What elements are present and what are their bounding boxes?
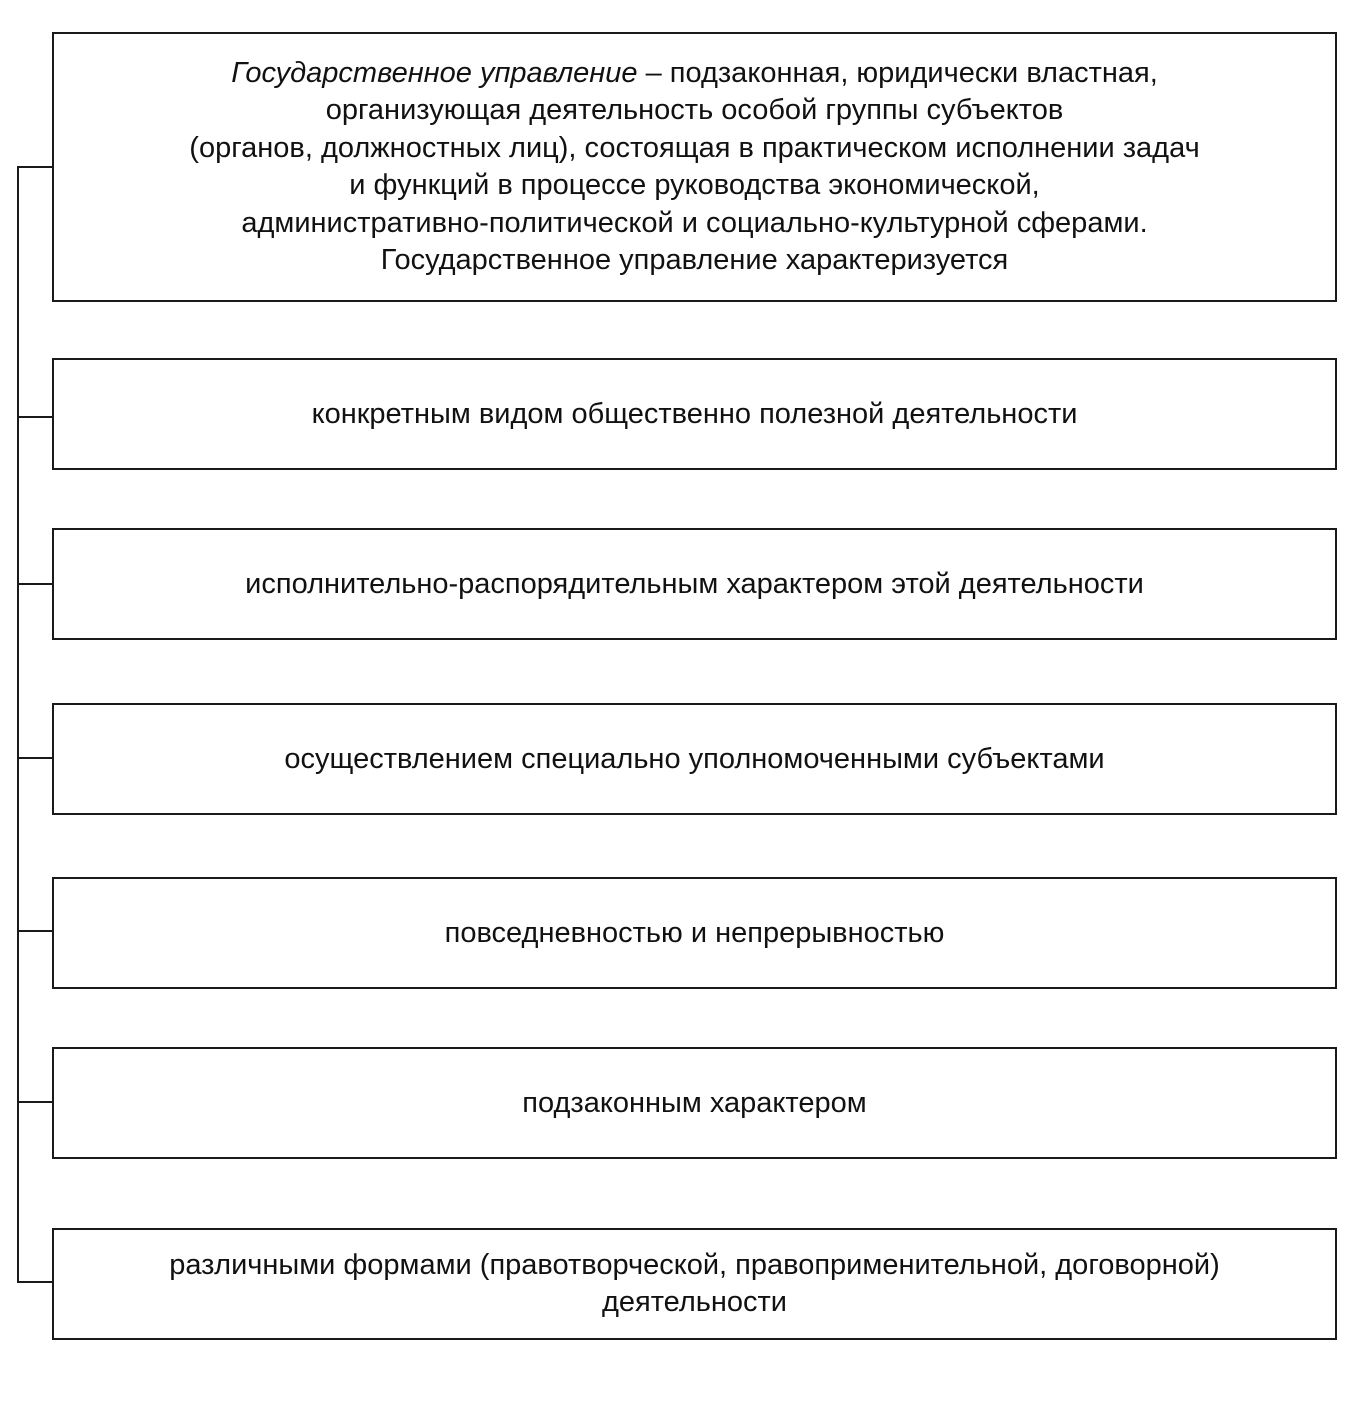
connector-tick-1 <box>17 416 52 418</box>
definition-line-3: (органов, должностных лиц), состоящая в практическом исполнении задач <box>189 131 1200 164</box>
connector-tick-2 <box>17 583 52 585</box>
definition-line-4: и функций в процессе руководства экономической, <box>349 169 1040 201</box>
definition-line-6: Государственное управление характеризуется <box>380 244 1009 276</box>
definition-term: Государственное управление <box>231 56 638 89</box>
connector-tick-main <box>17 166 52 168</box>
definition-line-2: организующая деятельность особой группы субъектов <box>325 94 1064 126</box>
characteristic-text-5: подзаконным характером <box>522 1086 867 1119</box>
characteristic-text-6-line-1: различными формами (правотворческой, правоприменительной, договорной) <box>169 1249 1220 1281</box>
characteristic-text-3: осуществлением специально уполномоченными субъектами <box>284 742 1105 775</box>
characteristic-box-3 <box>52 703 1337 815</box>
characteristic-text-4: повседневностью и непрерывностью <box>444 916 945 949</box>
characteristic-text-6-line-2: деятельности <box>601 1286 787 1318</box>
definition-box <box>52 32 1337 302</box>
characteristic-text-6 <box>169 1247 1219 1321</box>
connector-spine <box>17 167 19 1283</box>
characteristic-box-2 <box>52 528 1337 640</box>
characteristic-box-4 <box>52 877 1337 989</box>
characteristic-box-1 <box>52 358 1337 470</box>
connector-tick-4 <box>17 930 52 932</box>
definition-line-5: административно-политической и социально-культурной сферами. <box>241 206 1148 239</box>
characteristic-box-6 <box>52 1228 1337 1340</box>
characteristic-box-5 <box>52 1047 1337 1159</box>
definition-line-1 <box>189 55 1199 93</box>
definition-text <box>189 55 1199 280</box>
characteristic-text-2: исполнительно-распорядительным характером этой деятельности <box>245 567 1144 600</box>
connector-tick-6 <box>17 1281 52 1283</box>
definition-line-1-rest: – подзаконная, юридически властная, <box>637 56 1158 89</box>
connector-tick-5 <box>17 1101 52 1103</box>
connector-tick-3 <box>17 757 52 759</box>
characteristic-text-1: конкретным видом общественно полезной деятельности <box>311 397 1078 430</box>
